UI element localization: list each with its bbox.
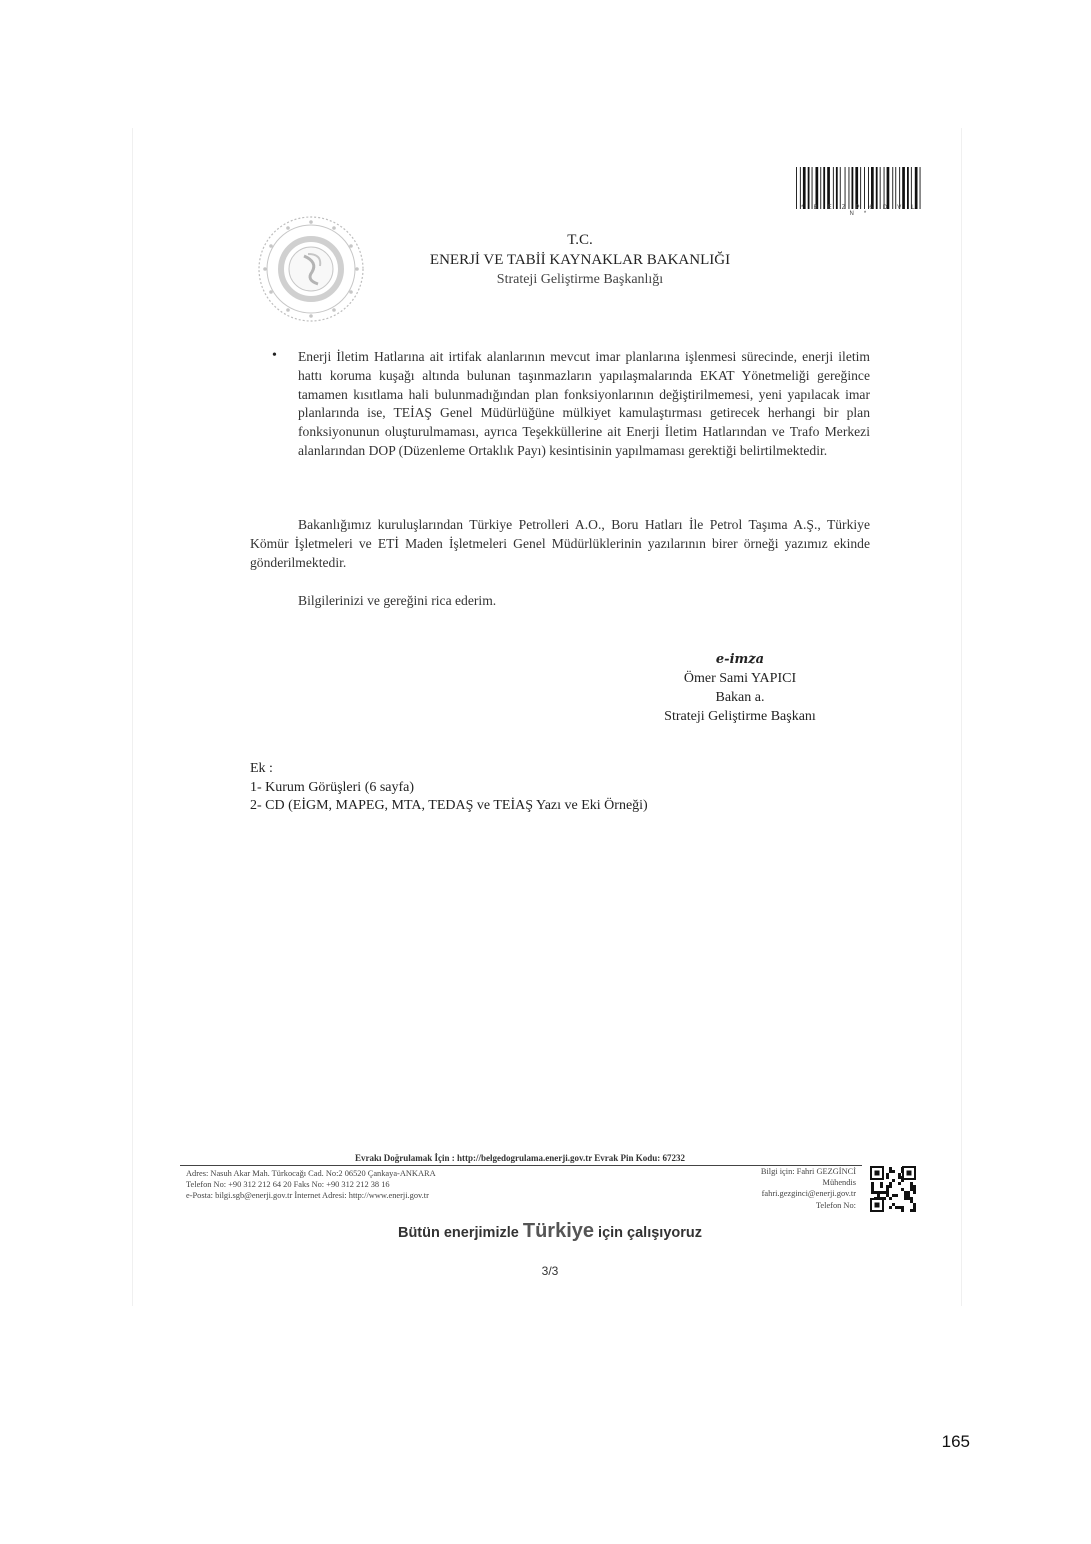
attachment-item: 2- CD (EİGM, MAPEG, MTA, TEDAŞ ve TEİAŞ Yazı ve Eki Örneği) (250, 798, 648, 813)
signer-role: Bakan a. (715, 690, 765, 705)
footer-address: Adres: Nasuh Akar Mah. Türkocağı Cad. No:2 06520 Çankaya-ANKARA (186, 1169, 436, 1178)
letterhead (380, 230, 780, 290)
barcode-image (796, 167, 924, 209)
footer-phone: Telefon No: +90 312 212 64 20 Faks No: +90 312 212 38 16 (186, 1180, 390, 1190)
attachment-item: 1- Kurum Görüşleri (6 sayfa) (250, 779, 415, 795)
slogan-post: için çalışıyoruz (598, 1225, 703, 1241)
info-phone: Telefon No: (815, 1200, 856, 1210)
qr-code-icon (870, 1166, 916, 1212)
footer-contact (186, 1168, 606, 1202)
attachments-list (250, 760, 750, 816)
bullet-icon: • (272, 348, 277, 363)
header-department: Strateji Geliştirme Başkanlığı (496, 272, 664, 287)
info-role: Mühendis (822, 1178, 856, 1188)
slogan-brand: Türkiye (522, 1220, 595, 1242)
slogan-pre: Bütün enerjimizle (397, 1225, 519, 1241)
info-contact: Bilgi için: Fahri GEZGİNCİ (760, 1167, 856, 1176)
header-ministry: ENERJİ VE TABİİ KAYNAKLAR BAKANLIĞI (429, 252, 731, 268)
header-tc: T.C. (567, 232, 593, 248)
body-paragraph-2: Bilgilerinizi ve gereğini rica ederim. (298, 593, 497, 608)
slogan (380, 1220, 720, 1243)
page-number: 165 (941, 1432, 970, 1451)
verification-link[interactable]: Evrakı Doğrulamak İçin : http://belgedogrulama.enerji.gov.tr Evrak Pin Kodu: 67232 (354, 1153, 686, 1163)
body-paragraph-1: Bakanlığımız kuruluşlarından Türkiye Petrolleri A.O., Boru Hatları İle Petrol Taşıma A.Ş., Türkiye Kömür İşletmeleri ve ETİ Maden İşletmeleri Genel Müdürlüklerinin yazılarının birer örneği yazımız ekinde gönderilmektedir. (250, 517, 870, 570)
e-signature-mark: e-imza (715, 652, 765, 667)
signature-block (630, 650, 850, 726)
barcode-text: * B E Z P 6 D V L N * (801, 205, 919, 217)
ministry-seal-icon (256, 214, 366, 324)
page-count: 3/3 (541, 1264, 559, 1278)
info-email: fahri.gezginci@enerji.gov.tr (761, 1189, 856, 1199)
attachments-heading: Ek : (250, 761, 273, 776)
bullet-text: Enerji İletim Hatlarına ait irtifak alanlarının mevcut imar planlarına işlenmesi sürecinde, enerji iletim hattı koruma kuşağı altında bulunan taşınmazların yapılaşmalarında EKAT Yönetmeliği gereğince tamamen kısıtlama hali bulunmadığından plan fonksiyonlarının değiştirilmemesi, yeni yapılacak imar planlarında ise, TEİAŞ Genel Müdürlüğüne mülkiyet kamulaştırması getirecek herhangi bir plan fonksiyonunun oluşturulmaması, ayrıca Teşekküllerine ait Enerji İletim Hatlarından ve Trafo Merkezi alanlarından DOP (Düzenleme Ortaklık Payı) kesintisinin yapılmaması gerektiği belirtilmektedir. (298, 349, 870, 458)
footer-info (660, 1166, 856, 1211)
signer-name: Ömer Sami YAPICI (683, 671, 797, 686)
signer-title: Strateji Geliştirme Başkanı (664, 709, 816, 724)
footer-email: e-Posta: bilgi.sgb@enerji.gov.tr İnternet Adresi: http://www.enerji.gov.tr (186, 1191, 429, 1201)
